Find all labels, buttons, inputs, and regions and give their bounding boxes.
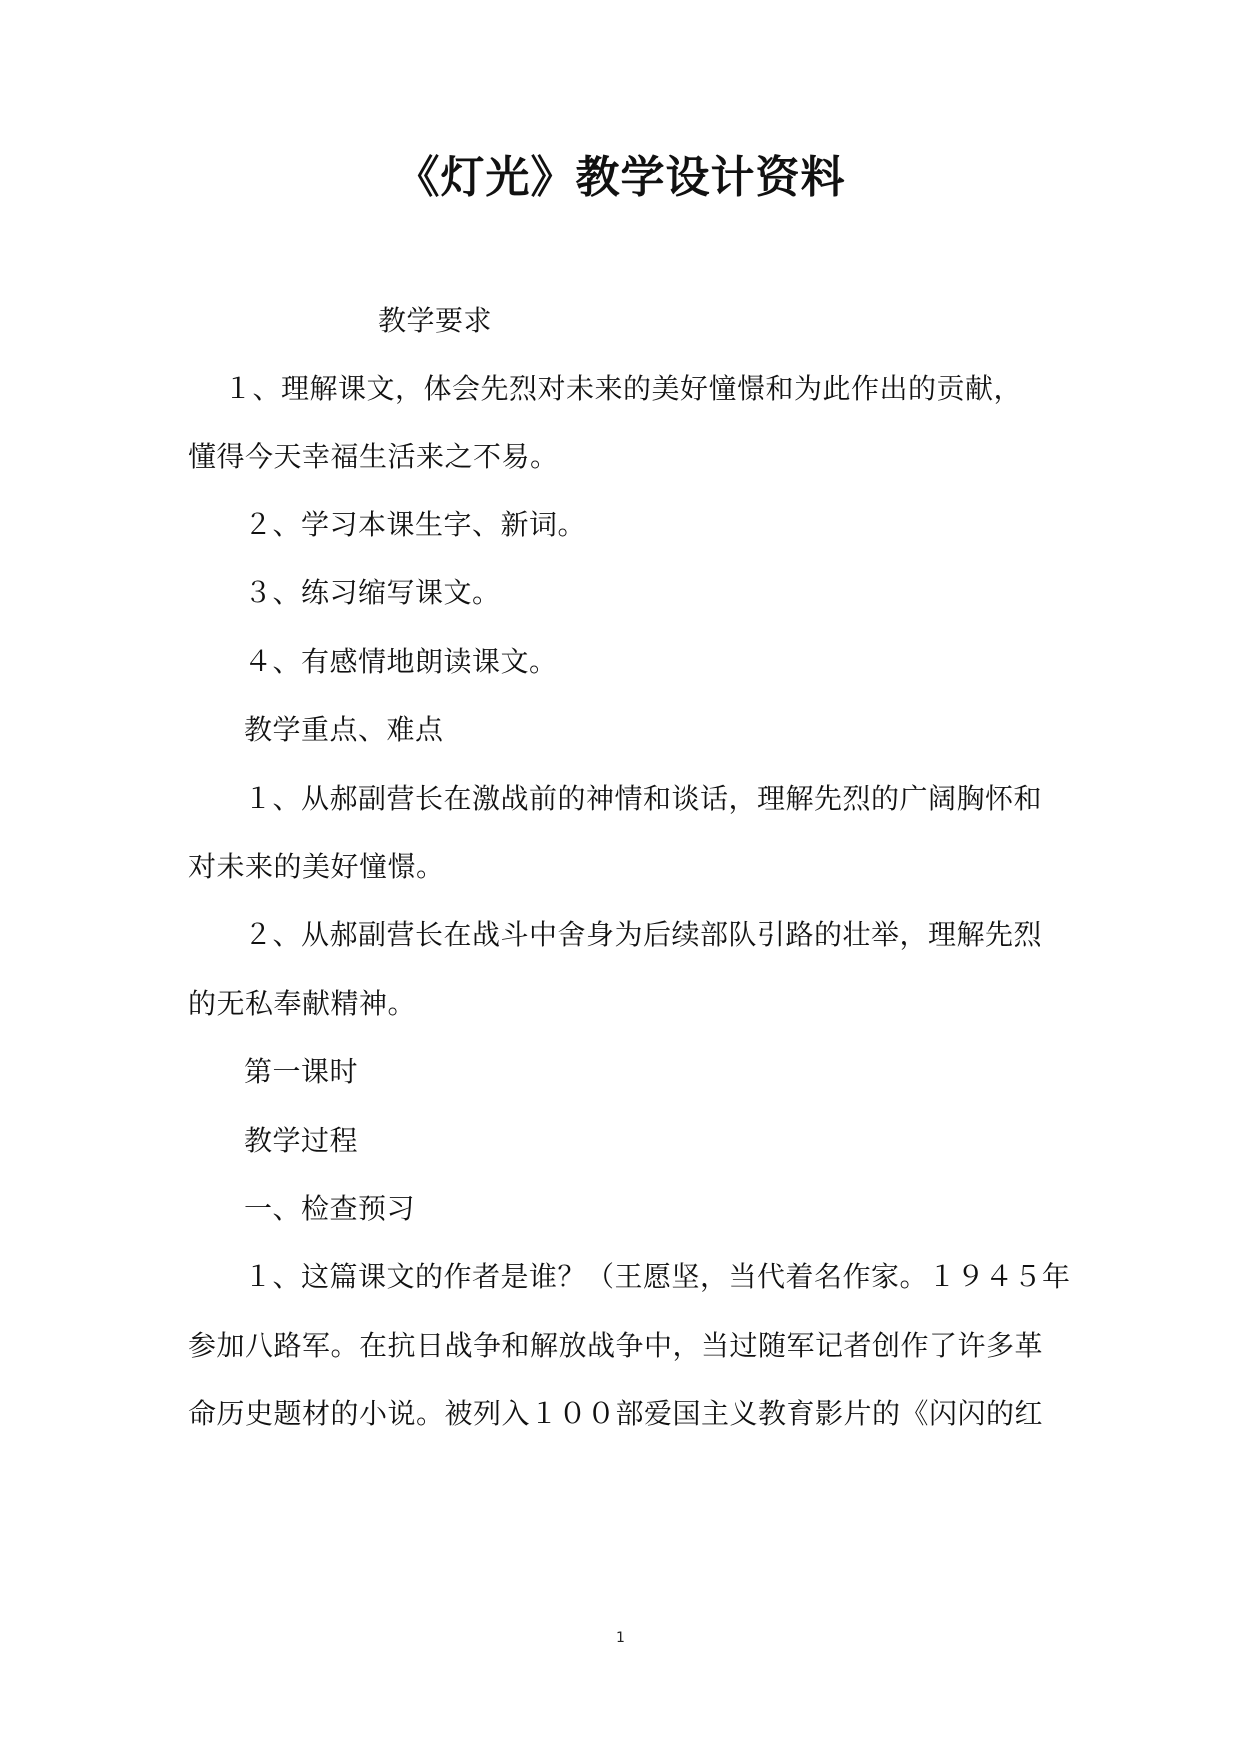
paragraph-line: 的无私奉献精神。 bbox=[188, 987, 417, 1020]
document-title: 《灯光》教学设计资料 bbox=[395, 152, 846, 203]
paragraph-line: １、这篇课文的作者是谁？（王愿坚，当代着名作家。１９４５年 bbox=[244, 1260, 1071, 1293]
paragraph-line: ３、练习缩写课文。 bbox=[244, 576, 501, 609]
section-heading-key-points: 教学重点、难点 bbox=[244, 713, 444, 746]
paragraph-line: ２、学习本课生字、新词。 bbox=[244, 508, 587, 541]
section-heading-lesson: 第一课时 bbox=[244, 1055, 359, 1088]
paragraph-line: １、理解课文，体会先烈对未来的美好憧憬和为此作出的贡献， bbox=[224, 372, 1023, 405]
section-heading-process: 教学过程 bbox=[244, 1124, 359, 1157]
paragraph-line: ２、从郝副营长在战斗中舍身为后续部队引路的壮举，理解先烈 bbox=[244, 918, 1043, 951]
paragraph-line: 参加八路军。在抗日战争和解放战争中，当过随军记者创作了许多革 bbox=[188, 1329, 1044, 1362]
paragraph-line: ４、有感情地朗读课文。 bbox=[244, 645, 558, 678]
paragraph-line: 命历史题材的小说。被列入１００部爱国主义教育影片的《闪闪的红 bbox=[188, 1397, 1044, 1430]
section-heading-preview: 一、检查预习 bbox=[244, 1192, 416, 1225]
page-number: 1 bbox=[616, 1630, 625, 1646]
paragraph-line: 对未来的美好憧憬。 bbox=[188, 850, 445, 883]
paragraph-line: １、从郝副营长在激战前的神情和谈话，理解先烈的广阔胸怀和 bbox=[244, 782, 1043, 815]
paragraph-line: 懂得今天幸福生活来之不易。 bbox=[188, 440, 559, 473]
section-heading-requirements: 教学要求 bbox=[378, 304, 493, 337]
